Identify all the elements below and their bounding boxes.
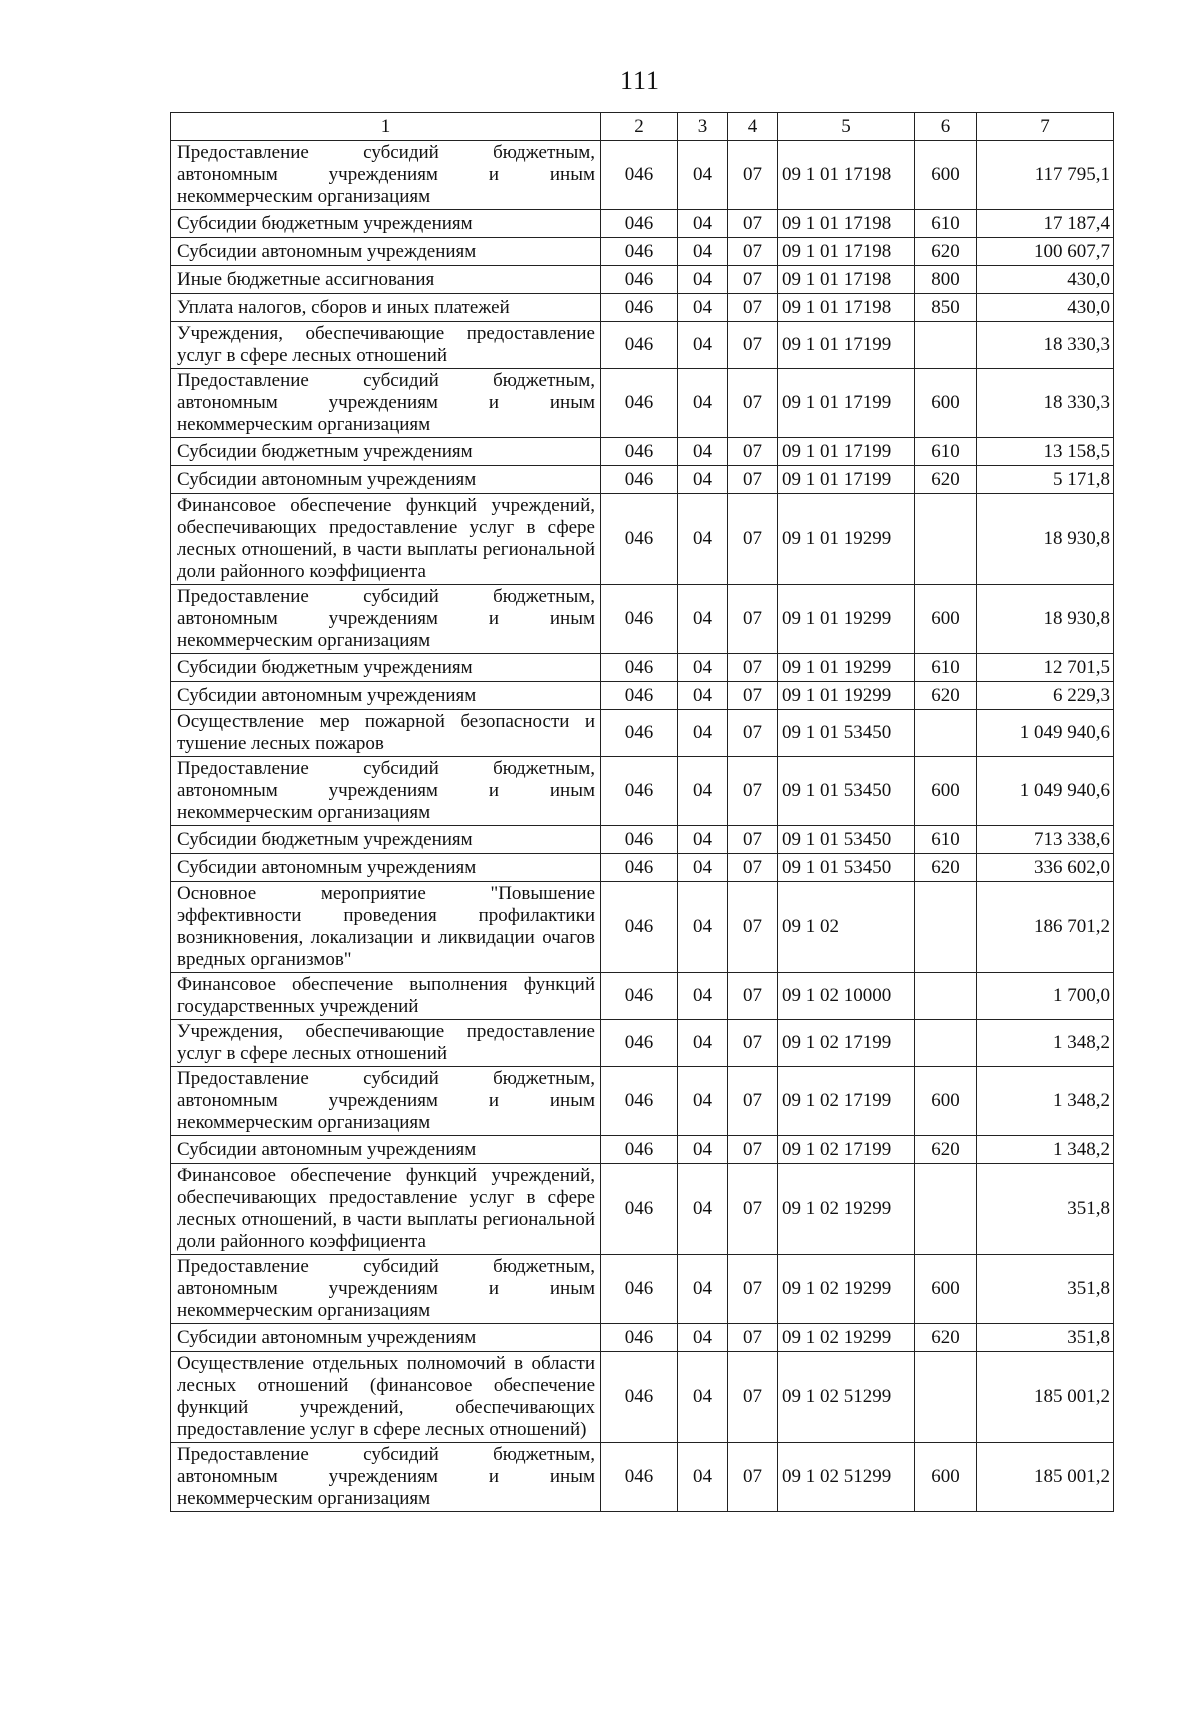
table-row xyxy=(171,882,1114,973)
cell-expense-type: 620 xyxy=(915,854,977,882)
cell-target-code: 09 1 02 51299 xyxy=(778,1443,915,1512)
table-row xyxy=(171,266,1114,294)
cell-subsection: 07 xyxy=(728,1067,778,1136)
cell-name: Финансовое обеспечение функций учреждений, обеспечивающих предоставление услуг в сфере лесных отношений, в части выплаты региональной доли районного коэффициента xyxy=(171,494,601,585)
cell-section: 04 xyxy=(678,710,728,757)
cell-name: Осуществление отдельных полномочий в области лесных отношений (финансовое обеспечение функций учреждений, обеспечивающих предоставление услуг в сфере лесных отношений) xyxy=(171,1352,601,1443)
cell-admin-code: 046 xyxy=(601,322,678,369)
cell-subsection: 07 xyxy=(728,1352,778,1443)
header-row xyxy=(171,113,1114,141)
cell-expense-type: 610 xyxy=(915,438,977,466)
cell-sum: 1 348,2 xyxy=(977,1020,1114,1067)
cell-subsection: 07 xyxy=(728,1164,778,1255)
table-row xyxy=(171,757,1114,826)
cell-sum: 185 001,2 xyxy=(977,1443,1114,1512)
cell-subsection: 07 xyxy=(728,294,778,322)
budget-table xyxy=(170,112,1114,1512)
cell-admin-code: 046 xyxy=(601,1136,678,1164)
table-row xyxy=(171,210,1114,238)
cell-section: 04 xyxy=(678,854,728,882)
cell-section: 04 xyxy=(678,322,728,369)
cell-name: Субсидии автономным учреждениям xyxy=(171,1324,601,1352)
cell-section: 04 xyxy=(678,438,728,466)
cell-target-code: 09 1 01 19299 xyxy=(778,585,915,654)
table-row xyxy=(171,1164,1114,1255)
cell-target-code: 09 1 01 53450 xyxy=(778,710,915,757)
cell-expense-type: 600 xyxy=(915,585,977,654)
cell-admin-code: 046 xyxy=(601,466,678,494)
cell-name: Уплата налогов, сборов и иных платежей xyxy=(171,294,601,322)
cell-section: 04 xyxy=(678,585,728,654)
table-row xyxy=(171,238,1114,266)
cell-target-code: 09 1 01 19299 xyxy=(778,494,915,585)
cell-subsection: 07 xyxy=(728,210,778,238)
cell-section: 04 xyxy=(678,1352,728,1443)
cell-sum: 18 330,3 xyxy=(977,322,1114,369)
table-row xyxy=(171,1020,1114,1067)
header-col-6: 6 xyxy=(915,113,977,141)
cell-subsection: 07 xyxy=(728,1324,778,1352)
cell-subsection: 07 xyxy=(728,585,778,654)
header-col-7: 7 xyxy=(977,113,1114,141)
cell-admin-code: 046 xyxy=(601,294,678,322)
cell-sum: 1 348,2 xyxy=(977,1067,1114,1136)
cell-section: 04 xyxy=(678,141,728,210)
cell-target-code: 09 1 01 19299 xyxy=(778,654,915,682)
cell-admin-code: 046 xyxy=(601,266,678,294)
cell-target-code: 09 1 01 17198 xyxy=(778,210,915,238)
cell-subsection: 07 xyxy=(728,710,778,757)
table-row xyxy=(171,682,1114,710)
cell-expense-type: 850 xyxy=(915,294,977,322)
cell-section: 04 xyxy=(678,757,728,826)
cell-name: Субсидии автономным учреждениям xyxy=(171,682,601,710)
cell-subsection: 07 xyxy=(728,438,778,466)
cell-expense-type: 620 xyxy=(915,1136,977,1164)
cell-admin-code: 046 xyxy=(601,369,678,438)
cell-admin-code: 046 xyxy=(601,973,678,1020)
table-row xyxy=(171,585,1114,654)
cell-expense-type: 620 xyxy=(915,466,977,494)
table-row xyxy=(171,1352,1114,1443)
table-row xyxy=(171,1067,1114,1136)
cell-sum: 1 049 940,6 xyxy=(977,757,1114,826)
cell-expense-type: 610 xyxy=(915,210,977,238)
cell-name: Осуществление мер пожарной безопасности и тушение лесных пожаров xyxy=(171,710,601,757)
cell-sum: 17 187,4 xyxy=(977,210,1114,238)
cell-section: 04 xyxy=(678,1136,728,1164)
cell-name: Предоставление субсидий бюджетным, автономным учреждениям и иным некоммерческим организациям xyxy=(171,757,601,826)
cell-name: Субсидии бюджетным учреждениям xyxy=(171,654,601,682)
cell-name: Предоставление субсидий бюджетным, автономным учреждениям и иным некоммерческим организациям xyxy=(171,1443,601,1512)
cell-admin-code: 046 xyxy=(601,710,678,757)
cell-admin-code: 046 xyxy=(601,494,678,585)
cell-sum: 1 348,2 xyxy=(977,1136,1114,1164)
cell-expense-type: 610 xyxy=(915,654,977,682)
cell-sum: 430,0 xyxy=(977,294,1114,322)
cell-expense-type: 600 xyxy=(915,1067,977,1136)
cell-sum: 351,8 xyxy=(977,1255,1114,1324)
cell-sum: 12 701,5 xyxy=(977,654,1114,682)
cell-subsection: 07 xyxy=(728,238,778,266)
cell-section: 04 xyxy=(678,882,728,973)
cell-section: 04 xyxy=(678,826,728,854)
cell-section: 04 xyxy=(678,369,728,438)
cell-target-code: 09 1 01 53450 xyxy=(778,854,915,882)
cell-name: Иные бюджетные ассигнования xyxy=(171,266,601,294)
cell-admin-code: 046 xyxy=(601,854,678,882)
table-row xyxy=(171,141,1114,210)
cell-sum: 5 171,8 xyxy=(977,466,1114,494)
cell-admin-code: 046 xyxy=(601,1020,678,1067)
cell-expense-type xyxy=(915,882,977,973)
cell-sum: 351,8 xyxy=(977,1324,1114,1352)
cell-subsection: 07 xyxy=(728,1443,778,1512)
cell-admin-code: 046 xyxy=(601,1255,678,1324)
cell-expense-type: 620 xyxy=(915,238,977,266)
cell-admin-code: 046 xyxy=(601,141,678,210)
cell-sum: 185 001,2 xyxy=(977,1352,1114,1443)
cell-expense-type: 620 xyxy=(915,1324,977,1352)
cell-sum: 6 229,3 xyxy=(977,682,1114,710)
cell-sum: 100 607,7 xyxy=(977,238,1114,266)
cell-section: 04 xyxy=(678,973,728,1020)
table-row xyxy=(171,322,1114,369)
cell-sum: 1 049 940,6 xyxy=(977,710,1114,757)
cell-subsection: 07 xyxy=(728,266,778,294)
cell-name: Субсидии бюджетным учреждениям xyxy=(171,210,601,238)
cell-section: 04 xyxy=(678,266,728,294)
cell-name: Учреждения, обеспечивающие предоставление услуг в сфере лесных отношений xyxy=(171,322,601,369)
table-body xyxy=(171,141,1114,1512)
table-row xyxy=(171,494,1114,585)
cell-section: 04 xyxy=(678,654,728,682)
cell-sum: 1 700,0 xyxy=(977,973,1114,1020)
cell-sum: 18 330,3 xyxy=(977,369,1114,438)
cell-target-code: 09 1 02 xyxy=(778,882,915,973)
table-row xyxy=(171,1136,1114,1164)
cell-subsection: 07 xyxy=(728,466,778,494)
cell-name: Субсидии автономным учреждениям xyxy=(171,854,601,882)
cell-sum: 13 158,5 xyxy=(977,438,1114,466)
cell-admin-code: 046 xyxy=(601,438,678,466)
cell-target-code: 09 1 01 17199 xyxy=(778,369,915,438)
cell-expense-type xyxy=(915,1020,977,1067)
cell-admin-code: 046 xyxy=(601,1164,678,1255)
cell-subsection: 07 xyxy=(728,141,778,210)
cell-target-code: 09 1 02 17199 xyxy=(778,1020,915,1067)
cell-target-code: 09 1 02 17199 xyxy=(778,1136,915,1164)
cell-section: 04 xyxy=(678,1164,728,1255)
header-col-1: 1 xyxy=(171,113,601,141)
cell-subsection: 07 xyxy=(728,682,778,710)
cell-target-code: 09 1 02 19299 xyxy=(778,1255,915,1324)
cell-sum: 18 930,8 xyxy=(977,585,1114,654)
cell-sum: 430,0 xyxy=(977,266,1114,294)
table-row xyxy=(171,854,1114,882)
cell-target-code: 09 1 01 19299 xyxy=(778,682,915,710)
cell-expense-type: 600 xyxy=(915,757,977,826)
cell-admin-code: 046 xyxy=(601,1324,678,1352)
table-row xyxy=(171,294,1114,322)
cell-section: 04 xyxy=(678,238,728,266)
cell-target-code: 09 1 01 17198 xyxy=(778,238,915,266)
table-row xyxy=(171,466,1114,494)
cell-section: 04 xyxy=(678,494,728,585)
cell-section: 04 xyxy=(678,1020,728,1067)
cell-admin-code: 046 xyxy=(601,882,678,973)
cell-section: 04 xyxy=(678,682,728,710)
cell-expense-type: 600 xyxy=(915,1255,977,1324)
cell-admin-code: 046 xyxy=(601,1443,678,1512)
table-row xyxy=(171,826,1114,854)
cell-name: Субсидии бюджетным учреждениям xyxy=(171,826,601,854)
cell-sum: 186 701,2 xyxy=(977,882,1114,973)
cell-target-code: 09 1 02 10000 xyxy=(778,973,915,1020)
cell-section: 04 xyxy=(678,210,728,238)
cell-target-code: 09 1 01 17199 xyxy=(778,438,915,466)
cell-subsection: 07 xyxy=(728,494,778,585)
header-col-3: 3 xyxy=(678,113,728,141)
cell-section: 04 xyxy=(678,294,728,322)
cell-subsection: 07 xyxy=(728,1136,778,1164)
cell-section: 04 xyxy=(678,1443,728,1512)
table-row xyxy=(171,973,1114,1020)
header-col-5: 5 xyxy=(778,113,915,141)
cell-name: Финансовое обеспечение выполнения функций государственных учреждений xyxy=(171,973,601,1020)
cell-target-code: 09 1 01 17199 xyxy=(778,466,915,494)
cell-target-code: 09 1 01 17198 xyxy=(778,266,915,294)
cell-name: Субсидии автономным учреждениям xyxy=(171,1136,601,1164)
cell-expense-type: 600 xyxy=(915,1443,977,1512)
cell-name: Предоставление субсидий бюджетным, автономным учреждениям и иным некоммерческим организациям xyxy=(171,369,601,438)
cell-name: Предоставление субсидий бюджетным, автономным учреждениям и иным некоммерческим организациям xyxy=(171,141,601,210)
cell-admin-code: 046 xyxy=(601,1352,678,1443)
table-row xyxy=(171,1443,1114,1512)
table-header xyxy=(171,113,1114,141)
cell-admin-code: 046 xyxy=(601,1067,678,1136)
cell-name: Предоставление субсидий бюджетным, автономным учреждениям и иным некоммерческим организациям xyxy=(171,1255,601,1324)
table-row xyxy=(171,1255,1114,1324)
cell-subsection: 07 xyxy=(728,826,778,854)
cell-sum: 18 930,8 xyxy=(977,494,1114,585)
cell-expense-type xyxy=(915,1352,977,1443)
cell-name: Предоставление субсидий бюджетным, автономным учреждениям и иным некоммерческим организациям xyxy=(171,585,601,654)
cell-name: Субсидии автономным учреждениям xyxy=(171,238,601,266)
table-row xyxy=(171,654,1114,682)
cell-name: Финансовое обеспечение функций учреждений, обеспечивающих предоставление услуг в сфере лесных отношений, в части выплаты региональной доли районного коэффициента xyxy=(171,1164,601,1255)
cell-target-code: 09 1 01 17198 xyxy=(778,141,915,210)
header-col-2: 2 xyxy=(601,113,678,141)
cell-section: 04 xyxy=(678,1067,728,1136)
cell-admin-code: 046 xyxy=(601,654,678,682)
table-row xyxy=(171,1324,1114,1352)
cell-name: Субсидии автономным учреждениям xyxy=(171,466,601,494)
cell-admin-code: 046 xyxy=(601,757,678,826)
table-row xyxy=(171,710,1114,757)
cell-subsection: 07 xyxy=(728,322,778,369)
cell-expense-type: 600 xyxy=(915,369,977,438)
cell-subsection: 07 xyxy=(728,854,778,882)
cell-name: Учреждения, обеспечивающие предоставление услуг в сфере лесных отношений xyxy=(171,1020,601,1067)
cell-subsection: 07 xyxy=(728,1020,778,1067)
cell-admin-code: 046 xyxy=(601,585,678,654)
cell-name: Основное мероприятие "Повышение эффективности проведения профилактики возникновения, локализации и ликвидации очагов вредных организмов" xyxy=(171,882,601,973)
cell-sum: 117 795,1 xyxy=(977,141,1114,210)
cell-admin-code: 046 xyxy=(601,826,678,854)
cell-sum: 351,8 xyxy=(977,1164,1114,1255)
cell-subsection: 07 xyxy=(728,882,778,973)
cell-subsection: 07 xyxy=(728,757,778,826)
cell-admin-code: 046 xyxy=(601,238,678,266)
cell-target-code: 09 1 01 53450 xyxy=(778,757,915,826)
cell-sum: 713 338,6 xyxy=(977,826,1114,854)
cell-target-code: 09 1 02 17199 xyxy=(778,1067,915,1136)
cell-admin-code: 046 xyxy=(601,210,678,238)
cell-expense-type xyxy=(915,1164,977,1255)
cell-expense-type: 620 xyxy=(915,682,977,710)
cell-expense-type: 800 xyxy=(915,266,977,294)
cell-target-code: 09 1 01 17198 xyxy=(778,294,915,322)
cell-target-code: 09 1 02 19299 xyxy=(778,1164,915,1255)
cell-subsection: 07 xyxy=(728,973,778,1020)
cell-name: Предоставление субсидий бюджетным, автономным учреждениям и иным некоммерческим организациям xyxy=(171,1067,601,1136)
cell-section: 04 xyxy=(678,1324,728,1352)
cell-name: Субсидии бюджетным учреждениям xyxy=(171,438,601,466)
cell-section: 04 xyxy=(678,466,728,494)
cell-subsection: 07 xyxy=(728,654,778,682)
cell-expense-type: 610 xyxy=(915,826,977,854)
table-row xyxy=(171,438,1114,466)
cell-target-code: 09 1 01 17199 xyxy=(778,322,915,369)
cell-expense-type xyxy=(915,494,977,585)
header-col-4: 4 xyxy=(728,113,778,141)
cell-expense-type xyxy=(915,322,977,369)
table-row xyxy=(171,369,1114,438)
cell-expense-type: 600 xyxy=(915,141,977,210)
cell-target-code: 09 1 01 53450 xyxy=(778,826,915,854)
page-number: 111 xyxy=(619,66,661,95)
cell-admin-code: 046 xyxy=(601,682,678,710)
cell-expense-type xyxy=(915,710,977,757)
cell-expense-type xyxy=(915,973,977,1020)
cell-subsection: 07 xyxy=(728,1255,778,1324)
cell-target-code: 09 1 02 19299 xyxy=(778,1324,915,1352)
cell-subsection: 07 xyxy=(728,369,778,438)
cell-section: 04 xyxy=(678,1255,728,1324)
cell-sum: 336 602,0 xyxy=(977,854,1114,882)
cell-target-code: 09 1 02 51299 xyxy=(778,1352,915,1443)
